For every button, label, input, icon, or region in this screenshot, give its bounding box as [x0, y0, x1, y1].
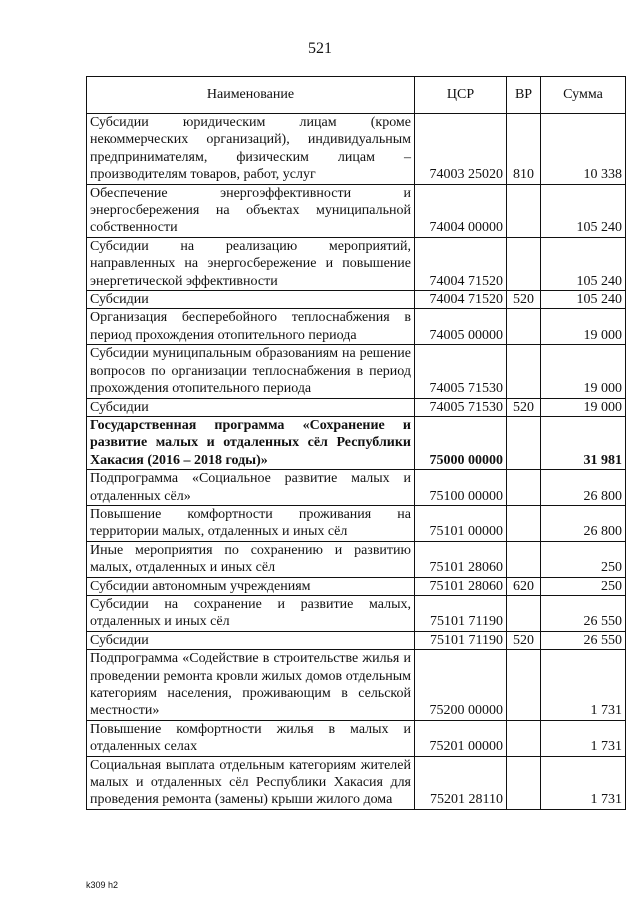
table-row [87, 237, 626, 290]
row-csr: 75201 28110 [415, 756, 507, 809]
header-csr: ЦСР [415, 77, 507, 114]
row-sum: 250 [541, 541, 626, 577]
row-name: Подпрограмма «Содействие в строительстве жилья и проведении ремонта кровли жилых домов отдельным категориям населения, проживающим в сельской местности» [87, 650, 415, 721]
row-sum: 31 981 [541, 416, 626, 469]
table-row [87, 184, 626, 237]
table-row [87, 577, 626, 595]
table-row [87, 291, 626, 309]
header-name: Наименование [87, 77, 415, 114]
row-vr [507, 650, 541, 721]
row-name: Организация бесперебойного теплоснабжения в период прохождения отопительного периода [87, 309, 415, 345]
row-name: Субсидии [87, 631, 415, 649]
row-vr [507, 720, 541, 756]
table-row [87, 416, 626, 469]
table-body [87, 114, 626, 810]
row-name: Субсидии [87, 398, 415, 416]
row-name: Субсидии на реализацию мероприятий, направленных на энергосбережение и повышение энергетической эффективности [87, 237, 415, 290]
row-name: Субсидии на сохранение и развитие малых, отдаленных и иных сёл [87, 595, 415, 631]
budget-table [86, 76, 626, 810]
row-name: Субсидии автономным учреждениям [87, 577, 415, 595]
row-sum: 105 240 [541, 237, 626, 290]
row-sum: 10 338 [541, 114, 626, 185]
row-vr: 620 [507, 577, 541, 595]
row-name: Обеспечение энергоэффективности и энергосбережения на объектах муниципальной собственности [87, 184, 415, 237]
table-row [87, 631, 626, 649]
footer-code: k309 h2 [86, 880, 119, 890]
row-sum: 26 550 [541, 595, 626, 631]
row-csr: 74004 71520 [415, 291, 507, 309]
row-sum: 105 240 [541, 184, 626, 237]
row-name: Субсидии юридическим лицам (кроме некоммерческих организаций), индивидуальным предпринимателям, физическим лицам – производителям товаров, работ, услуг [87, 114, 415, 185]
row-csr: 75101 71190 [415, 595, 507, 631]
row-csr: 75200 00000 [415, 650, 507, 721]
row-sum: 105 240 [541, 291, 626, 309]
row-csr: 75000 00000 [415, 416, 507, 469]
row-name: Социальная выплата отдельным категориям жителей малых и отдаленных сёл Республики Хакасия для проведения ремонта (замены) крыши жилого дома [87, 756, 415, 809]
row-sum: 26 550 [541, 631, 626, 649]
row-vr [507, 595, 541, 631]
row-name: Субсидии муниципальным образованиям на решение вопросов по организации теплоснабжения в период прохождения отопительного периода [87, 345, 415, 398]
table-row [87, 398, 626, 416]
row-csr: 75101 00000 [415, 505, 507, 541]
row-name: Подпрограмма «Социальное развитие малых и отдаленных сёл» [87, 470, 415, 506]
row-csr: 74005 71530 [415, 398, 507, 416]
row-vr [507, 345, 541, 398]
row-sum: 250 [541, 577, 626, 595]
row-csr: 74004 00000 [415, 184, 507, 237]
row-vr: 520 [507, 631, 541, 649]
row-vr: 810 [507, 114, 541, 185]
row-name: Субсидии [87, 291, 415, 309]
row-sum: 1 731 [541, 720, 626, 756]
table-row [87, 756, 626, 809]
page-number: 521 [308, 40, 332, 57]
row-vr [507, 541, 541, 577]
row-csr: 74004 71520 [415, 237, 507, 290]
header-sum: Сумма [541, 77, 626, 114]
table-row [87, 505, 626, 541]
row-sum: 1 731 [541, 650, 626, 721]
header-vr: ВР [507, 77, 541, 114]
row-sum: 19 000 [541, 309, 626, 345]
row-csr: 75101 28060 [415, 577, 507, 595]
row-csr: 75101 71190 [415, 631, 507, 649]
row-vr [507, 184, 541, 237]
row-csr: 74003 25020 [415, 114, 507, 185]
row-name: Государственная программа «Сохранение и развитие малых и отдаленных сёл Республики Хакасия (2016 – 2018 годы)» [87, 416, 415, 469]
row-vr [507, 237, 541, 290]
row-vr [507, 470, 541, 506]
table-row [87, 650, 626, 721]
row-csr: 75201 00000 [415, 720, 507, 756]
row-sum: 1 731 [541, 756, 626, 809]
row-name: Иные мероприятия по сохранению и развитию малых, отдаленных и иных сёл [87, 541, 415, 577]
row-vr [507, 309, 541, 345]
table-row [87, 470, 626, 506]
table-row [87, 345, 626, 398]
row-name: Повышение комфортности жилья в малых и отдаленных селах [87, 720, 415, 756]
row-csr: 75101 28060 [415, 541, 507, 577]
table-row [87, 541, 626, 577]
row-vr [507, 505, 541, 541]
row-vr: 520 [507, 291, 541, 309]
row-csr: 75100 00000 [415, 470, 507, 506]
row-csr: 74005 71530 [415, 345, 507, 398]
table-row [87, 720, 626, 756]
row-sum: 19 000 [541, 345, 626, 398]
table-row [87, 114, 626, 185]
table-header-row [87, 77, 626, 114]
row-vr: 520 [507, 398, 541, 416]
table-row [87, 595, 626, 631]
table-row [87, 309, 626, 345]
row-sum: 19 000 [541, 398, 626, 416]
row-sum: 26 800 [541, 505, 626, 541]
row-sum: 26 800 [541, 470, 626, 506]
row-vr [507, 756, 541, 809]
row-vr [507, 416, 541, 469]
row-csr: 74005 00000 [415, 309, 507, 345]
row-name: Повышение комфортности проживания на территории малых, отдаленных и иных сёл [87, 505, 415, 541]
